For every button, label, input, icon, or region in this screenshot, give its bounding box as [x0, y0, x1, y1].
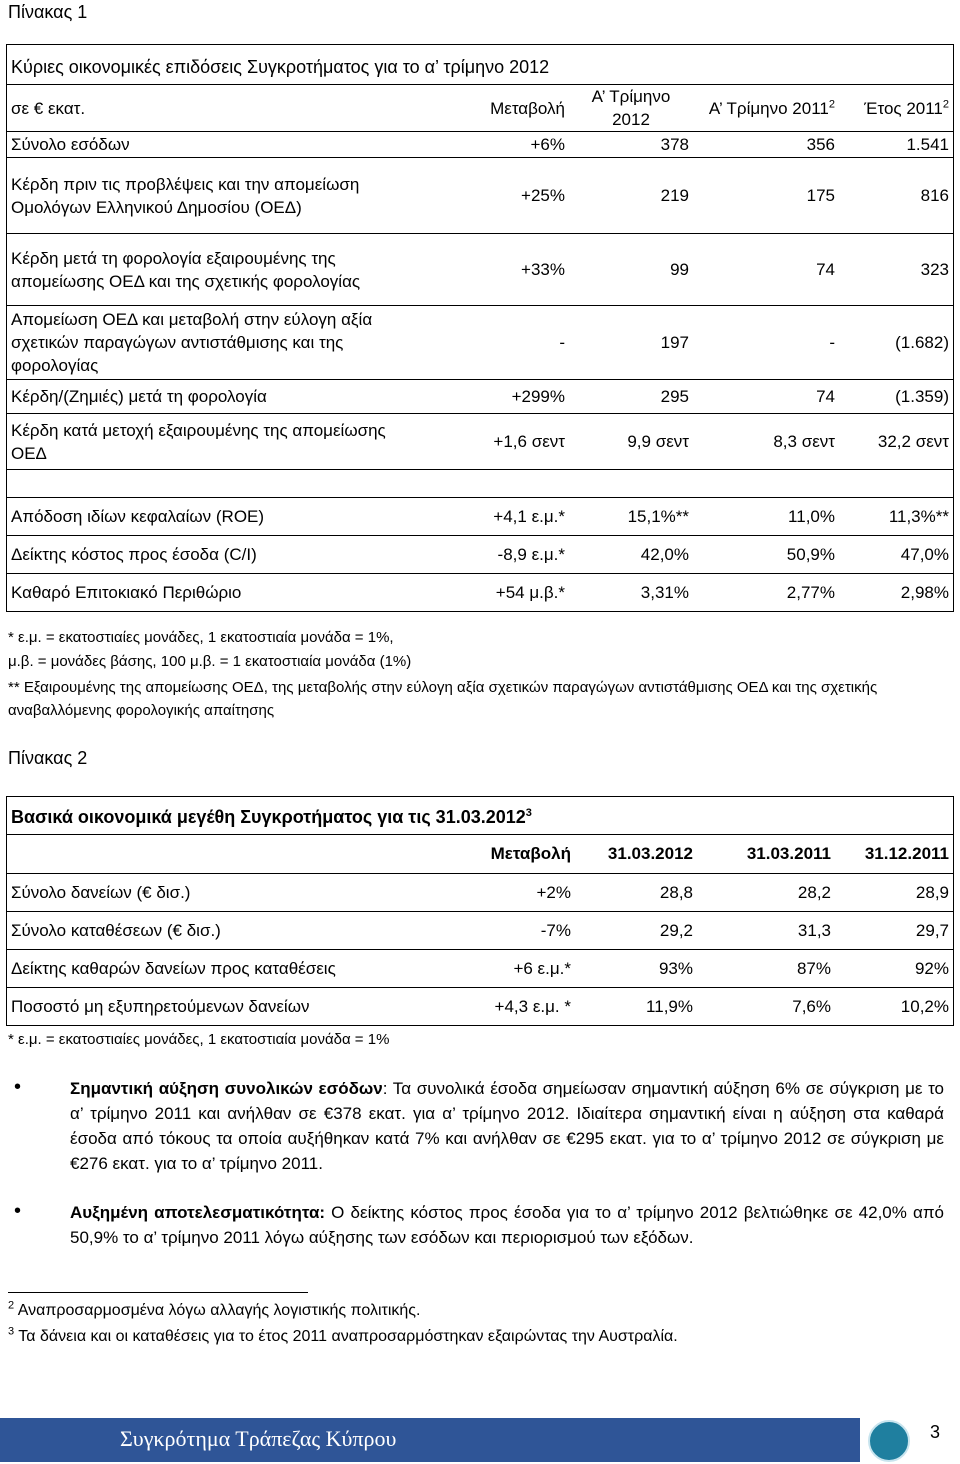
cell: +2%	[427, 873, 575, 911]
cell: 11,0%	[693, 498, 839, 536]
footnote-3: $^3$ Τα δάνεια και οι καταθέσεις για το έτος 2011 αναπροσαρμόστηκαν εξαιρώντας την Αυστραλία.	[8, 1325, 678, 1345]
table2	[6, 796, 954, 1026]
table-row	[7, 498, 953, 536]
table-row	[7, 574, 953, 612]
cell: 295	[569, 380, 693, 414]
table1-header-row	[7, 85, 953, 132]
col-q1-2012: Α’ Τρίμηνο 2012	[569, 85, 693, 132]
cell: 47,0%	[839, 536, 953, 574]
table1-note-1: * ε.μ. = εκατοστιαίες μονάδες, 1 εκατοστιαία μονάδα = 1%,	[8, 629, 394, 646]
cell: 1.541	[839, 132, 953, 158]
table2-header-row	[7, 835, 953, 873]
table2-grid	[7, 835, 953, 1026]
cell: 28,2	[697, 873, 835, 911]
table-row	[7, 536, 953, 574]
cell: 9,9 σεντ	[569, 414, 693, 470]
cell: +299%	[427, 380, 569, 414]
cell: +25%	[427, 158, 569, 234]
row-label: Κέρδη/(Ζημιές) μετά τη φορολογία	[7, 380, 427, 414]
cell: 42,0%	[569, 536, 693, 574]
cell: 2,77%	[693, 574, 839, 612]
table-row	[7, 949, 953, 987]
table2-title: Βασικά οικονομικά μεγέθη Συγκροτήματος για τις 31.03.2012$^3$	[7, 797, 953, 835]
cell: 816	[839, 158, 953, 234]
cell: +4,3 ε.μ. *	[427, 987, 575, 1025]
col-date-1: 31.03.2012	[575, 835, 697, 873]
cell: 74	[693, 380, 839, 414]
table-row	[7, 987, 953, 1025]
cell: 32,2 σεντ	[839, 414, 953, 470]
page-number: 3	[930, 1422, 941, 1442]
footnote-2: $^2$ Αναπροσαρμοσμένα λόγω αλλαγής λογιστικής πολιτικής.	[8, 1299, 421, 1319]
col-q1-2011: Α’ Τρίμηνο 2011$^2$	[693, 85, 839, 132]
bullet-item-2	[70, 1200, 944, 1250]
row-label: Δείκτης κόστος προς έσοδα (C/I)	[7, 536, 427, 574]
cell: (1.682)	[839, 306, 953, 380]
cell: 93%	[575, 949, 697, 987]
cell: 28,8	[575, 873, 697, 911]
cell: 175	[693, 158, 839, 234]
footer-brand: Συγκρότημα Τράπεζας Κύπρου	[120, 1426, 397, 1451]
table-row	[7, 873, 953, 911]
cell: 11,9%	[575, 987, 697, 1025]
table-row	[7, 380, 953, 414]
table1	[6, 44, 954, 612]
cell: 74	[693, 234, 839, 306]
bank-logo-icon	[868, 1420, 910, 1462]
cell: 197	[569, 306, 693, 380]
bullet-icon: •	[14, 1076, 22, 1098]
cell: 29,7	[835, 911, 953, 949]
cell: +6 ε.μ.*	[427, 949, 575, 987]
cell: +33%	[427, 234, 569, 306]
row-label: Σύνολο καταθέσεων (€ δισ.)	[7, 911, 427, 949]
cell: (1.359)	[839, 380, 953, 414]
bullet-item-1	[70, 1076, 944, 1176]
table1-note-2: μ.β. = μονάδες βάσης, 100 μ.β. = 1 εκατοστιαία μονάδα (1%)	[8, 653, 412, 670]
cell: -	[693, 306, 839, 380]
cell: +4,1 ε.μ.*	[427, 498, 569, 536]
cell: 50,9%	[693, 536, 839, 574]
table1-note-3: ** Εξαιρουμένης της απομείωσης ΟΕΔ, της μεταβολής στην εύλογη αξία σχετικών παραγώγων αντιστάθμισης ΟΕΔ και της σχετικής αναβαλλόμενης φορολογικής απαίτησης	[8, 679, 878, 719]
cell: 8,3 σεντ	[693, 414, 839, 470]
cell: 2,98%	[839, 574, 953, 612]
cell: 7,6%	[697, 987, 835, 1025]
cell: 378	[569, 132, 693, 158]
row-label: Δείκτης καθαρών δανείων προς καταθέσεις	[7, 949, 427, 987]
col-change: Μεταβολή	[427, 85, 569, 132]
table-row	[7, 234, 953, 306]
cell: 356	[693, 132, 839, 158]
unit-label: σε € εκατ.	[7, 85, 427, 132]
bullet-text: Ο δείκτης κόστος προς έσοδα για το α’ τρίμηνο 2012 βελτιώθηκε σε 42,0% από 50,9% το α’ τρίμηνο 2011 λόγω αύξησης των εσόδων και περιορισμού των εξόδων.	[70, 1203, 945, 1247]
table-row	[7, 414, 953, 470]
table2-heading: Πίνακας 2	[8, 748, 88, 768]
table-row	[7, 132, 953, 158]
table1-heading: Πίνακας 1	[8, 2, 88, 22]
col-date-2: 31.03.2011	[697, 835, 835, 873]
cell: 15,1%**	[569, 498, 693, 536]
spacer-row	[7, 470, 953, 498]
cell: 92%	[835, 949, 953, 987]
bullet-icon: •	[14, 1200, 22, 1222]
row-label: Απομείωση ΟΕΔ και μεταβολή στην εύλογη αξία σχετικών παραγώγων αντιστάθμισης και της φορολογίας	[7, 306, 427, 380]
footnote-divider	[8, 1292, 308, 1293]
row-label: Κέρδη κατά μετοχή εξαιρουμένης της απομείωσης ΟΕΔ	[7, 414, 427, 470]
cell: -8,9 ε.μ.*	[427, 536, 569, 574]
cell: 99	[569, 234, 693, 306]
cell: 3,31%	[569, 574, 693, 612]
col-date-3: 31.12.2011	[835, 835, 953, 873]
table1-grid	[7, 85, 953, 612]
cell: 31,3	[697, 911, 835, 949]
cell: -7%	[427, 911, 575, 949]
table-row	[7, 911, 953, 949]
cell: +54 μ.β.*	[427, 574, 569, 612]
cell: 87%	[697, 949, 835, 987]
row-label: Κέρδη μετά τη φορολογία εξαιρουμένης της απομείωσης ΟΕΔ και της σχετικής φορολογίας	[7, 234, 427, 306]
row-label: Σύνολο εσόδων	[7, 132, 427, 158]
cell: 219	[569, 158, 693, 234]
cell: 323	[839, 234, 953, 306]
row-label: Κέρδη πριν τις προβλέψεις και την απομείωση Ομολόγων Ελληνικού Δημοσίου (ΟΕΔ)	[7, 158, 427, 234]
cell: -	[427, 306, 569, 380]
cell: 29,2	[575, 911, 697, 949]
col-year-2011: Έτος 2011$^2$	[839, 85, 953, 132]
table2-note: * ε.μ. = εκατοστιαίες μονάδες, 1 εκατοστιαία μονάδα = 1%	[8, 1031, 390, 1048]
bullet-text: : Τα συνολικά έσοδα σημείωσαν σημαντική αύξηση 6% σε σύγκριση με το α’ τρίμηνο 2011 και ανήλθαν σε €378 εκατ. για α’ τρίμηνο 2012. Ιδιαίτερα σημαντική είναι η αύξηση στα καθαρά έσοδα από τόκους τα οποία αυξήθηκαν κατά 7% και ανήλθαν σε €295 εκατ. για το α’ τρίμηνο 2012 σε σύγκριση με €276 εκατ. για το α’ τρίμηνο 2011.	[70, 1079, 945, 1173]
table1-title: Κύριες οικονομικές επιδόσεις Συγκροτήματος για το α’ τρίμηνο 2012	[7, 45, 953, 85]
row-label: Απόδοση ιδίων κεφαλαίων (ROE)	[7, 498, 427, 536]
bullet-title: Αυξημένη αποτελεσματικότητα:	[70, 1203, 326, 1222]
col-change: Μεταβολή	[427, 835, 575, 873]
table-row	[7, 306, 953, 380]
row-label: Σύνολο δανείων (€ δισ.)	[7, 873, 427, 911]
table-row	[7, 158, 953, 234]
bullet-title: Σημαντική αύξηση συνολικών εσόδων	[70, 1079, 383, 1098]
cell: 28,9	[835, 873, 953, 911]
cell: 11,3%**	[839, 498, 953, 536]
cell: 10,2%	[835, 987, 953, 1025]
row-label: Ποσοστό μη εξυπηρετούμενων δανείων	[7, 987, 427, 1025]
row-label: Καθαρό Επιτοκιακό Περιθώριο	[7, 574, 427, 612]
cell: +1,6 σεντ	[427, 414, 569, 470]
cell: +6%	[427, 132, 569, 158]
